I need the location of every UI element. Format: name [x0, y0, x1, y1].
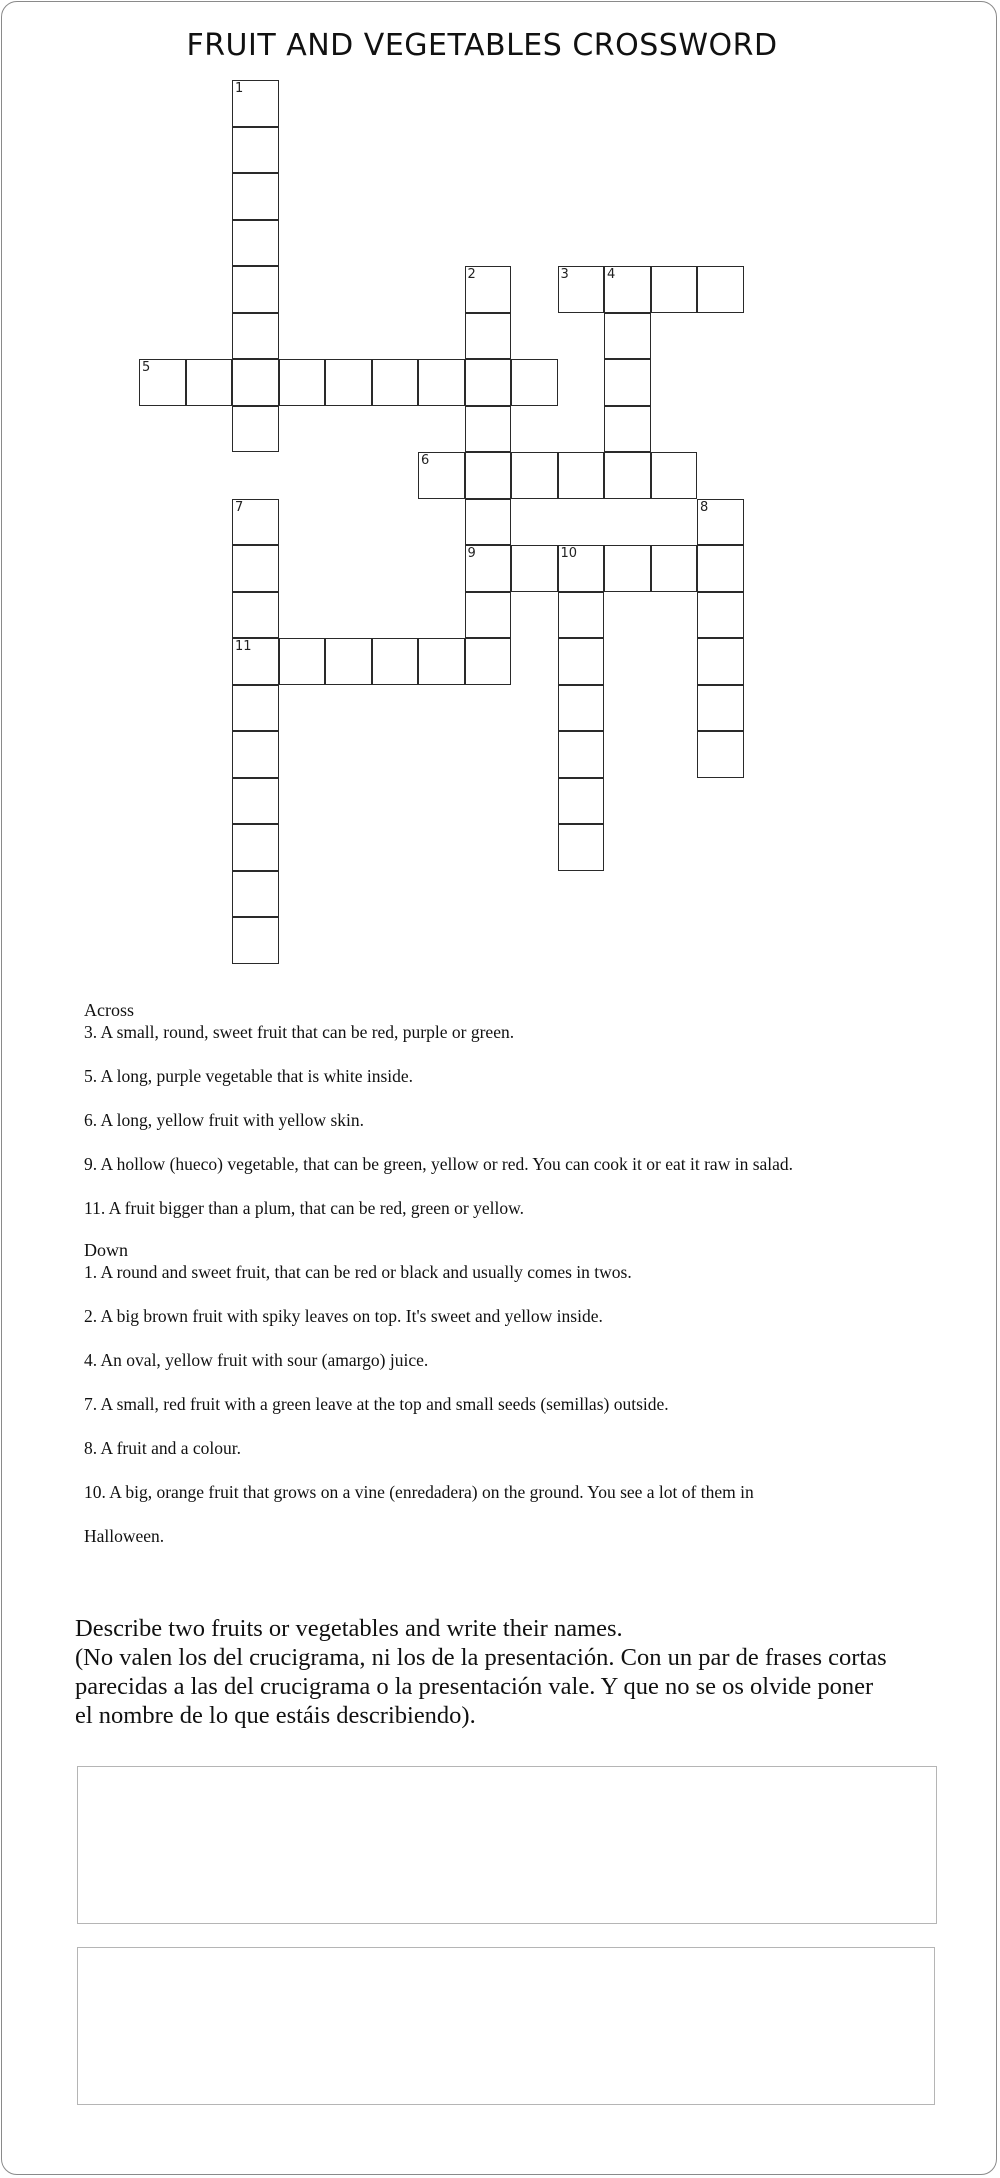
clue-down-8: 8. A fruit and a colour.: [84, 1438, 241, 1458]
crossword-cell[interactable]: [418, 359, 465, 406]
crossword-cell[interactable]: [697, 731, 744, 778]
crossword-cell[interactable]: [511, 452, 558, 499]
crossword-cell[interactable]: [697, 499, 744, 546]
crossword-cell[interactable]: [232, 80, 279, 127]
crossword-cell[interactable]: [558, 266, 605, 313]
crossword-cell[interactable]: [511, 359, 558, 406]
crossword-cell[interactable]: [232, 359, 279, 406]
clue-across-5: 5. A long, purple vegetable that is white inside.: [84, 1066, 414, 1086]
crossword-cell[interactable]: [604, 359, 651, 406]
crossword-cell[interactable]: [558, 778, 605, 825]
clue-number: 7: [235, 499, 244, 515]
task-note-line-2: parecidas a las del crucigrama o la presentación vale. Y que no se os olvide poner: [75, 1673, 874, 1700]
crossword-cell[interactable]: [232, 406, 279, 453]
crossword-cell[interactable]: [558, 824, 605, 871]
crossword-cell[interactable]: [558, 731, 605, 778]
crossword-cell[interactable]: [232, 731, 279, 778]
down-heading: Down: [84, 1240, 128, 1260]
task-instruction: Describe two fruits or vegetables and write their names.: [75, 1615, 623, 1642]
crossword-cell[interactable]: [232, 638, 279, 685]
crossword-cell[interactable]: [697, 266, 744, 313]
writing-task: [75, 1614, 955, 1730]
crossword-cell[interactable]: [558, 592, 605, 639]
crossword-cell[interactable]: [232, 127, 279, 174]
crossword-cell[interactable]: [232, 685, 279, 732]
crossword-cell[interactable]: [465, 313, 512, 360]
crossword-cell[interactable]: [558, 685, 605, 732]
crossword-cell[interactable]: [604, 313, 651, 360]
crossword-cell[interactable]: [232, 917, 279, 964]
crossword-cell[interactable]: [232, 824, 279, 871]
crossword-cell[interactable]: [232, 220, 279, 267]
crossword-cell[interactable]: [558, 545, 605, 592]
clue-across-9: 9. A hollow (hueco) vegetable, that can be green, yellow or red. You can cook it or eat it raw in salad.: [84, 1154, 794, 1174]
task-note-line-1: (No valen los del crucigrama, ni los de la presentación. Con un par de frases cortas: [75, 1644, 887, 1671]
crossword-cell[interactable]: [232, 499, 279, 546]
crossword-cell[interactable]: [418, 452, 465, 499]
crossword-cell[interactable]: [465, 545, 512, 592]
crossword-cell[interactable]: [651, 266, 698, 313]
answer-box-1[interactable]: [77, 1766, 937, 1924]
crossword-cell[interactable]: [697, 685, 744, 732]
crossword-grid: [0, 0, 1000, 980]
crossword-cell[interactable]: [232, 592, 279, 639]
answer-box-2[interactable]: [77, 1947, 935, 2105]
crossword-cell[interactable]: [558, 638, 605, 685]
clue-across-6: 6. A long, yellow fruit with yellow skin.: [84, 1110, 364, 1130]
crossword-cell[interactable]: [232, 871, 279, 918]
crossword-cell[interactable]: [325, 638, 372, 685]
crossword-cell[interactable]: [651, 452, 698, 499]
crossword-cell[interactable]: [604, 406, 651, 453]
clue-down-2: 2. A big brown fruit with spiky leaves on top. It's sweet and yellow inside.: [84, 1306, 603, 1326]
crossword-cell[interactable]: [232, 173, 279, 220]
crossword-cell[interactable]: [697, 592, 744, 639]
clue-down-4: 4. An oval, yellow fruit with sour (amargo) juice.: [84, 1350, 429, 1370]
crossword-cell[interactable]: [558, 452, 605, 499]
crossword-cell[interactable]: [372, 359, 419, 406]
clue-number: 8: [700, 499, 709, 515]
crossword-cell[interactable]: [186, 359, 233, 406]
clue-number: 5: [142, 360, 151, 375]
crossword-cell[interactable]: [697, 545, 744, 592]
crossword-cell[interactable]: [465, 499, 512, 546]
crossword-cell[interactable]: [139, 359, 186, 406]
crossword-cell[interactable]: [465, 452, 512, 499]
clue-down-7: 7. A small, red fruit with a green leave at the top and small seeds (semillas) outside.: [84, 1394, 669, 1414]
clue-down-10: 10. A big, orange fruit that grows on a vine (enredadera) on the ground. You see a lot of them in: [84, 1482, 754, 1502]
clue-number: 3: [560, 267, 569, 282]
clue-number: 6: [421, 453, 430, 468]
across-heading: Across: [84, 1000, 134, 1020]
crossword-cell[interactable]: [697, 638, 744, 685]
crossword-cell[interactable]: [372, 638, 419, 685]
clue-down-1: 1. A round and sweet fruit, that can be red or black and usually comes in twos.: [84, 1262, 632, 1282]
crossword-cell[interactable]: [465, 638, 512, 685]
clue-across-3: 3. A small, round, sweet fruit that can be red, purple or green.: [84, 1022, 515, 1042]
crossword-cell[interactable]: [279, 359, 326, 406]
clue-across-11: 11. A fruit bigger than a plum, that can be red, green or yellow.: [84, 1198, 524, 1218]
clue-number: 9: [467, 546, 476, 561]
crossword-cell[interactable]: [465, 266, 512, 313]
clue-number: 4: [607, 267, 616, 282]
crossword-cell[interactable]: [604, 266, 651, 313]
clue-number: 2: [467, 267, 476, 282]
crossword-cell[interactable]: [418, 638, 465, 685]
crossword-cell[interactable]: [232, 545, 279, 592]
task-note-line-3: el nombre de lo que estáis describiendo).: [75, 1702, 476, 1729]
crossword-cell[interactable]: [651, 545, 698, 592]
crossword-cell[interactable]: [465, 406, 512, 453]
crossword-cell[interactable]: [465, 359, 512, 406]
clue-number: 1: [235, 81, 244, 96]
crossword-cell[interactable]: [325, 359, 372, 406]
crossword-cell[interactable]: [232, 266, 279, 313]
crossword-cell[interactable]: [511, 545, 558, 592]
clue-number: 10: [560, 546, 578, 561]
clue-number: 11: [235, 639, 252, 654]
crossword-cell[interactable]: [604, 545, 651, 592]
crossword-cell[interactable]: [465, 592, 512, 639]
clue-down-10-continued: Halloween.: [84, 1526, 165, 1546]
crossword-cell[interactable]: [232, 778, 279, 825]
crossword-cell[interactable]: [232, 313, 279, 360]
crossword-cell[interactable]: [604, 452, 651, 499]
crossword-cell[interactable]: [279, 638, 326, 685]
page-title: FRUIT AND VEGETABLES CROSSWORD: [186, 28, 778, 63]
